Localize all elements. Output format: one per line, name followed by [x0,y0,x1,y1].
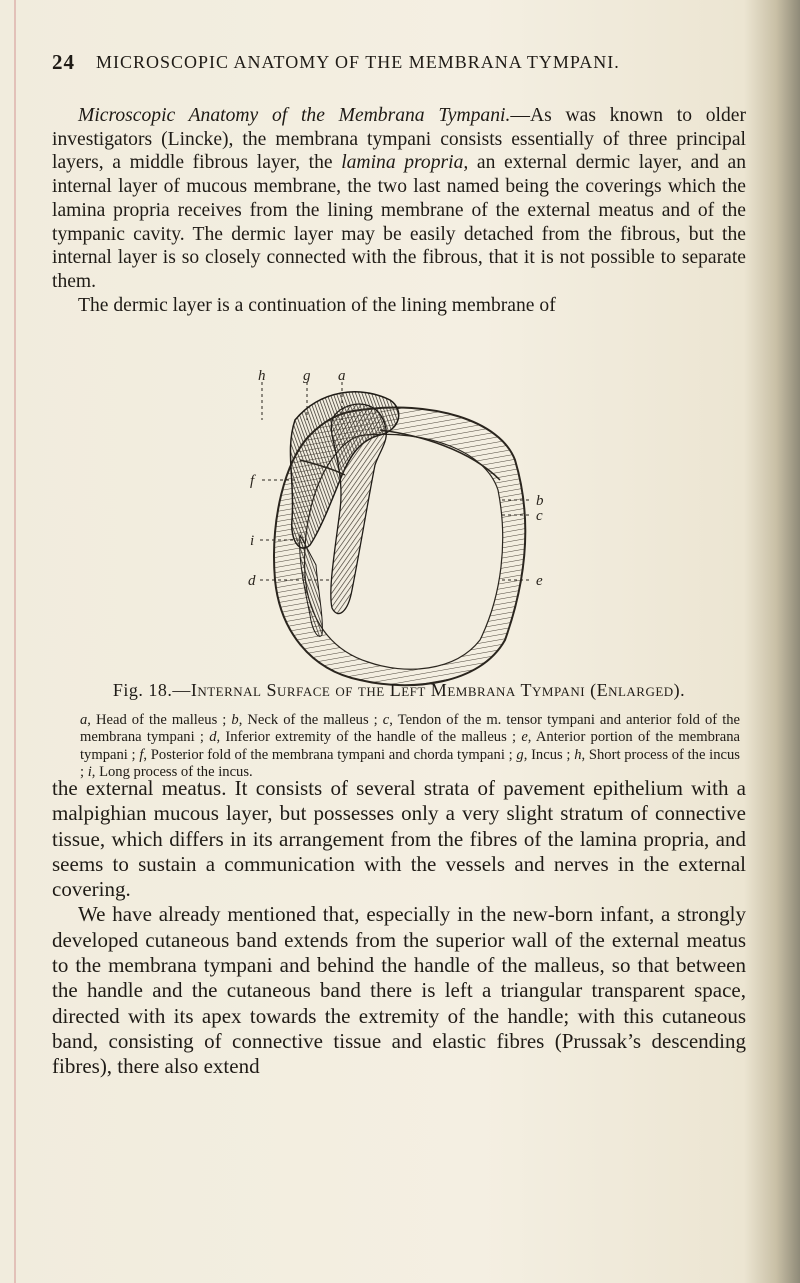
legend-text-b: , Neck of the malleus ; [238,712,383,728]
label-g: g [303,368,311,384]
legend-key-f: f [139,746,144,763]
paragraph-text-b: an external dermic layer, and an internal layer of mucous membrane, the two last named being the coverings which the lamina propria receives from the lining membrane of the external meatus and of the tympanic cavity. The dermic layer may be easily detached from the fibrous, but the internal layer is so closely connected with the fibrous, that it is not possible to separate them. [52,152,746,292]
italic-term: lamina propria, [341,152,469,174]
paragraph-second-continued: the external meatus. It consists of several strata of pavement epithelium with a malpighian mucous layer, but possesses only a very slight stratum of connective tissue, which differs in its arrangement from the fibres of the lamina propria, and seems to sustain a communication with the vessels and nerves in the external covering. [52,776,746,902]
membrana-tympani-figure [240,340,560,700]
figure-caption [52,680,746,701]
legend-text-i: , Long process of the incus. [91,764,253,781]
running-head [52,50,752,80]
label-i: i [250,533,255,549]
legend-text-d: , Inferior extremity of the handle of the malleus ; [216,729,522,746]
label-e: e [536,573,543,589]
label-h: h [258,368,266,384]
label-d: d [248,573,256,589]
caption-text: Internal Surface of the Left Membrana Tympani (Enlarged). [190,680,686,700]
running-title: MICROSCOPIC ANATOMY OF THE MEMBRANA TYMPANI. [96,52,620,72]
label-c: c [536,508,543,524]
label-b: b [536,493,544,509]
figure-legend [80,712,740,782]
legend-text-c: , Tendon of the m. tensor tympani and anterior fold of the membrana tympani ; [80,712,741,746]
legend-text-a: , Head of the malleus ; [87,712,232,728]
legend-key-c: c [382,712,390,728]
page-number: 24 [52,50,75,74]
legend-text-e: , Anterior portion of the membrana tympani ; [80,729,740,763]
legend-key-a: a [80,712,88,728]
legend-key-e: e [521,729,528,746]
label-f: f [250,473,255,489]
paragraph-third: We have already mentioned that, especially in the new-born infant, a strongly developed cutaneous band extends from the superior wall of the external meatus to the membrana tympani and behind the handle of the malleus, so that between the handle and the cutaneous band there is left a triangular transparent space, directed with its apex towards the extremity of the handle; with this cutaneous band, consisting of connective tissue and elastic fibres (Prussak’s descending fibres), there also extend [52,902,746,1079]
paragraph-second-start: The dermic layer is a continuation of the lining membrane of [78,294,556,316]
label-a: a [338,368,346,384]
legend-text-g: , Incus ; [523,746,575,763]
paragraph-intro [52,104,746,317]
legend-key-i: i [87,764,92,781]
legend-key-b: b [231,712,239,728]
paragraph-text-a: —As was known to older investigators (Lincke), the membrana tympani consists essentially of three principal layers, a middle fibrous layer, the [52,105,746,174]
legend-key-d: d [209,729,217,746]
legend-key-g: g [516,746,524,763]
paragraph-body [52,776,746,1080]
section-heading: Microscopic Anatomy of the Membrana Tympani. [78,105,511,126]
caption-prefix: Fig. 18.— [112,680,191,700]
legend-text-h: , Short process of the incus ; [80,746,740,781]
page-margin-line [14,0,16,1283]
legend-key-h: h [574,746,582,763]
legend-text-f: , Posterior fold of the membrana tympani and chorda tympani ; [143,746,517,763]
